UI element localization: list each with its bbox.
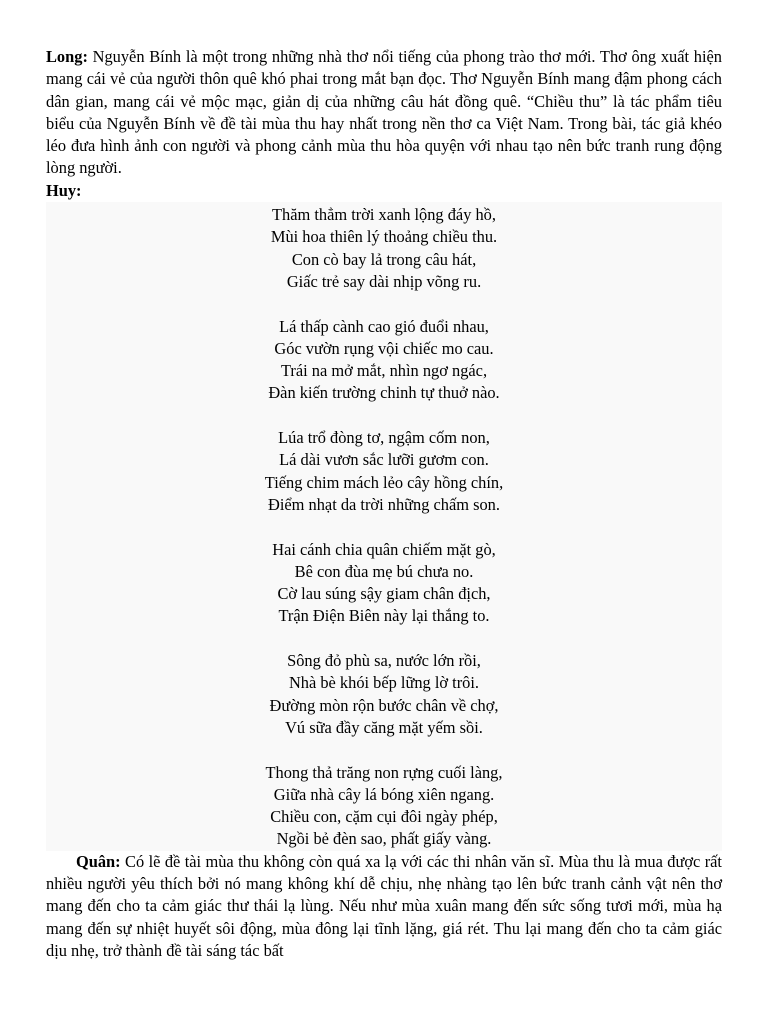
speaker-quan-label: Quân: — [76, 851, 121, 871]
poem-line: Thăm thẳm trời xanh lộng đáy hồ, — [272, 205, 496, 225]
speaker-huy-label: Huy: — [46, 180, 82, 200]
poem-line: Mùi hoa thiên lý thoảng chiều thu. — [270, 227, 498, 247]
poem-line: Vú sữa đầy căng mặt yếm sồi. — [285, 717, 483, 737]
outro-paragraph — [46, 851, 722, 962]
poem-line: Trận Điện Biên này lại thắng to. — [278, 606, 490, 626]
poem-line: Trái na mở mắt, nhìn ngơ ngác, — [280, 361, 488, 381]
poem-line: Bê con đùa mẹ bú chưa no. — [294, 561, 474, 581]
poem-line: Hai cánh chia quân chiếm mặt gò, — [272, 539, 496, 559]
poem-line: Giữa nhà cây lá bóng xiên ngang. — [273, 784, 495, 804]
poem-line: Thong thả trăng non rựng cuối làng, — [265, 762, 503, 782]
poem-line: Lá dài vươn sắc lưỡi gươm con. — [279, 450, 489, 470]
poem-line: Con cò bay lả trong câu hát, — [291, 249, 477, 269]
poem-line: Giấc trẻ say dài nhịp võng ru. — [286, 271, 482, 291]
outro-text: Có lẽ đề tài mùa thu không còn quá xa lạ với các thi nhân văn sĩ. Mùa thu là mua được rất nhiều người yêu thích bởi nó mang không khí dễ chịu, nhẹ nhàng tạo lên bức tranh cảnh vật nên thơ mang đến cho ta cảm giác thư thái lạ lùng. Nếu như mùa xuân mang đến sức sống tươi mới, mùa hạ mang đến sự nhiệt huyết sôi động, mùa đông lại tĩnh lặng, giá rét. Thu lại mang đến cho ta cảm giác dịu nhẹ, trở thành đề tài sáng tác bất — [46, 851, 722, 960]
poem-line: Đàn kiến trường chinh tự thuở nào. — [268, 383, 500, 403]
poem-stanza — [46, 650, 722, 739]
poem-stanza — [46, 427, 722, 516]
poem-line: Góc vườn rụng vội chiếc mo cau. — [274, 338, 494, 358]
poem-line: Cờ lau súng sậy giam chân địch, — [277, 584, 491, 604]
poem-line: Chiều con, cặm cụi đôi ngày phép, — [270, 807, 498, 827]
poem-line: Sông đỏ phù sa, nước lớn rồi, — [287, 651, 481, 671]
poem-line: Đường mòn rộn bước chân về chợ, — [269, 695, 499, 715]
poem-line: Ngồi bẻ đèn sao, phất giấy vàng. — [276, 829, 492, 849]
poem-stanza — [46, 539, 722, 628]
poem-line: Điểm nhạt da trời những chấm son. — [268, 494, 500, 514]
poem-block — [46, 202, 722, 851]
document-page — [46, 46, 722, 962]
poem-line: Lúa trổ đòng tơ, ngậm cốm non, — [278, 428, 490, 448]
poem-stanza — [46, 316, 722, 405]
poem-speaker-paragraph — [46, 180, 722, 202]
poem-line: Tiếng chim mách lẻo cây hồng chín, — [264, 472, 504, 492]
poem-stanza — [46, 762, 722, 851]
intro-paragraph — [46, 46, 722, 180]
speaker-long-label: Long: — [46, 47, 88, 66]
intro-text: Nguyễn Bính là một trong những nhà thơ nổi tiếng của phong trào thơ mới. Thơ ông xuất hiện mang cái vẻ của người thôn quê khó phai trong mắt bạn đọc. Thơ Nguyễn Bính mang đậm phong cách dân gian, mang cái vẻ mộc mạc, giản dị của những câu hát đồng quê. “Chiều thu” là tác phẩm tiêu biểu của Nguyễn Bính về đề tài mùa thu hay nhất trong nền thơ ca Việt Nam. Trong bài, tác giả khéo léo đưa hình ảnh con người và phong cảnh mùa thu hòa quyện với nhau tạo nên bức tranh rung động lòng người. — [46, 47, 722, 178]
poem-line: Nhà bè khói bếp lững lờ trôi. — [288, 673, 480, 693]
poem-line: Lá thấp cành cao gió đuổi nhau, — [279, 316, 489, 336]
poem-stanza — [46, 204, 722, 293]
